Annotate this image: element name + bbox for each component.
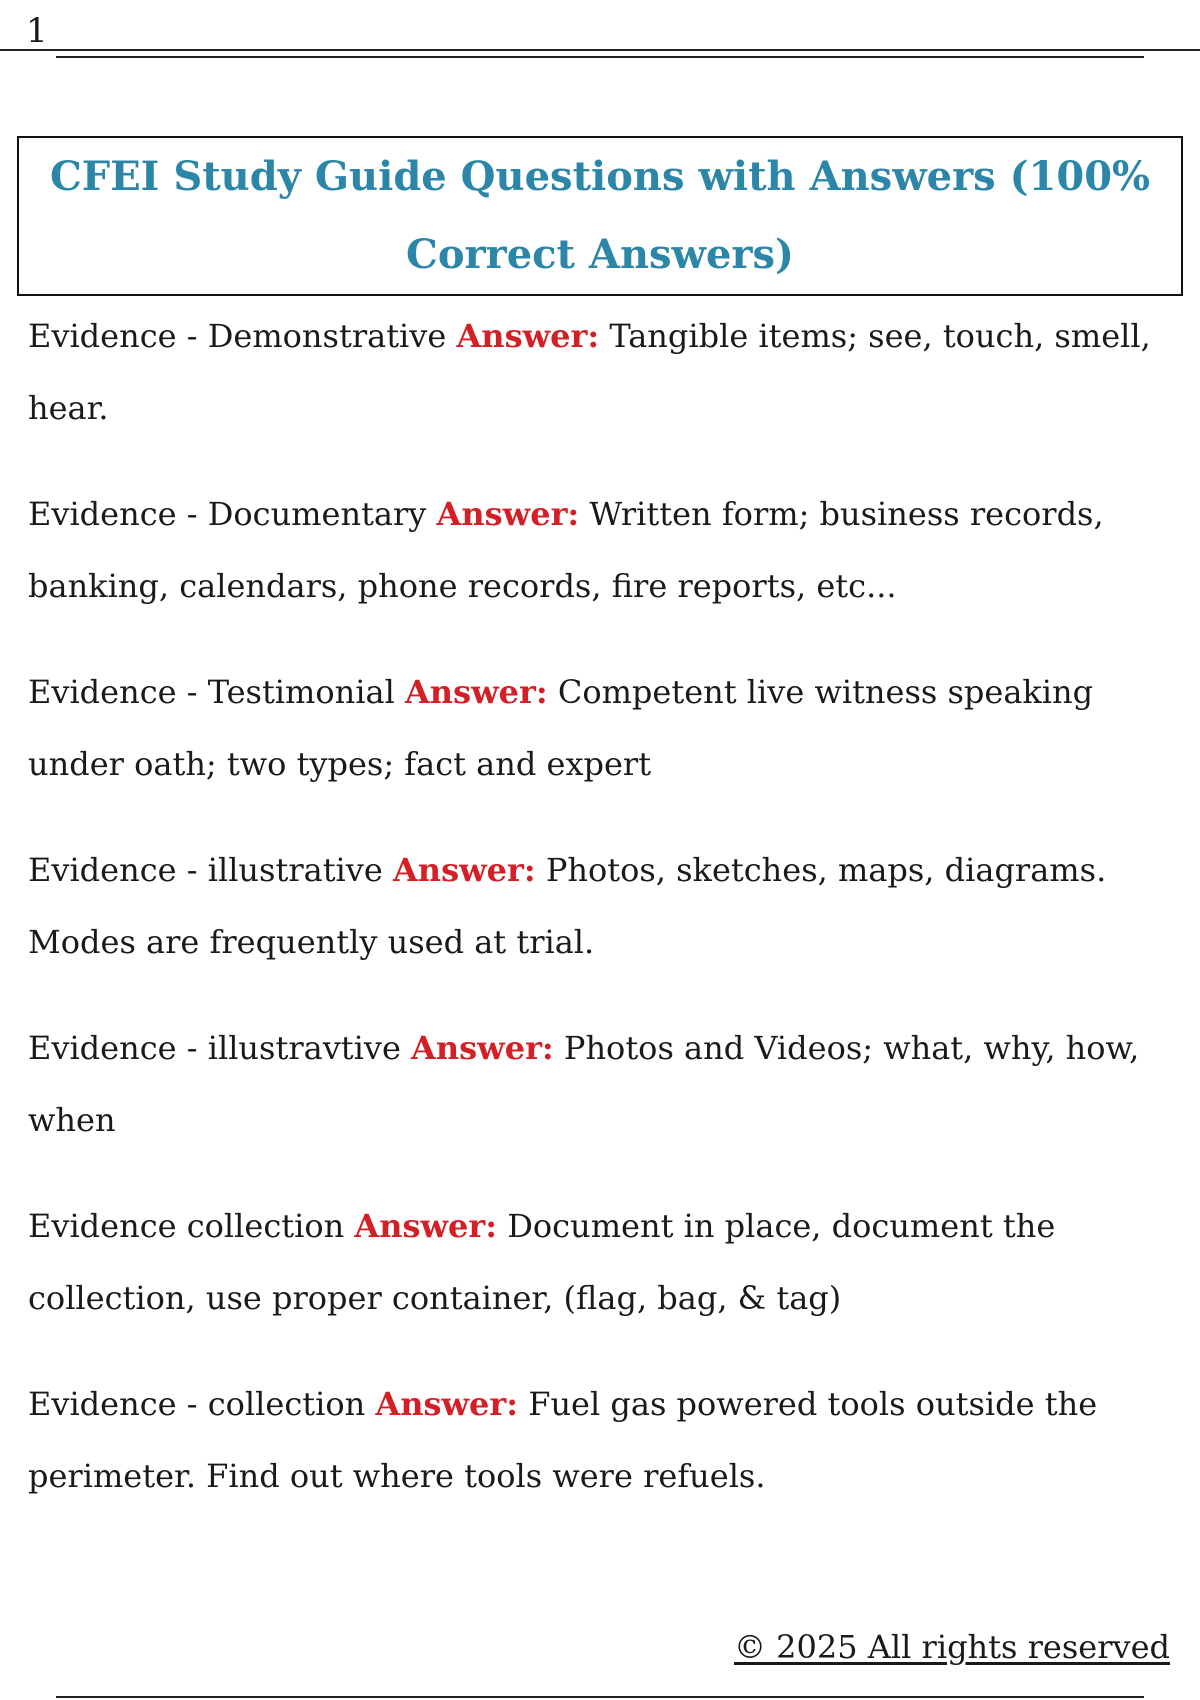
header-rule	[0, 49, 1200, 51]
document-title: CFEI Study Guide Questions with Answers (100% Correct Answers)	[49, 153, 1151, 278]
header-rule-inner	[56, 56, 1144, 58]
qa-answer: Document in place, document the collection, use proper container, (flag, bag, & tag)	[28, 1207, 1056, 1317]
qa-item	[28, 1368, 1188, 1512]
qa-question: Evidence - Testimonial	[28, 673, 395, 711]
answer-label: Answer:	[354, 1207, 498, 1245]
qa-item	[28, 1190, 1188, 1334]
qa-answer: Photos, sketches, maps, diagrams. Modes are frequently used at trial.	[28, 851, 1107, 961]
qa-answer: Competent live witness speaking under oath; two types; fact and expert	[28, 673, 1094, 783]
qa-item	[28, 1012, 1188, 1156]
answer-label: Answer:	[392, 851, 536, 889]
answer-label: Answer:	[436, 495, 580, 533]
qa-answer: Photos and Videos; what, why, how, when	[28, 1029, 1140, 1139]
copyright-footer: © 2025 All rights reserved	[734, 1628, 1170, 1666]
answer-label: Answer:	[411, 1029, 554, 1067]
qa-question: Evidence - illustravtive	[28, 1029, 401, 1067]
qa-question: Evidence - Documentary	[28, 495, 427, 533]
footer-rule	[56, 1696, 1144, 1698]
qa-answer: Fuel gas powered tools outside the perimeter. Find out where tools were refuels.	[28, 1385, 1098, 1495]
qa-item	[28, 834, 1188, 978]
answer-label: Answer:	[375, 1385, 519, 1423]
qa-question: Evidence - illustrative	[28, 851, 383, 889]
qa-item	[28, 300, 1188, 444]
answer-label: Answer:	[456, 317, 600, 355]
title-box	[17, 136, 1183, 296]
answer-label: Answer:	[404, 673, 548, 711]
qa-question: Evidence - collection	[28, 1385, 366, 1423]
qa-list	[28, 300, 1188, 1546]
qa-answer: Written form; business records, banking, calendars, phone records, fire reports, etc...	[28, 495, 1104, 605]
qa-answer: Tangible items; see, touch, smell, hear.	[28, 317, 1151, 427]
page-number: 1	[26, 11, 48, 51]
qa-question: Evidence collection	[28, 1207, 345, 1245]
qa-item	[28, 656, 1188, 800]
qa-item	[28, 478, 1188, 622]
qa-question: Evidence - Demonstrative	[28, 317, 447, 355]
